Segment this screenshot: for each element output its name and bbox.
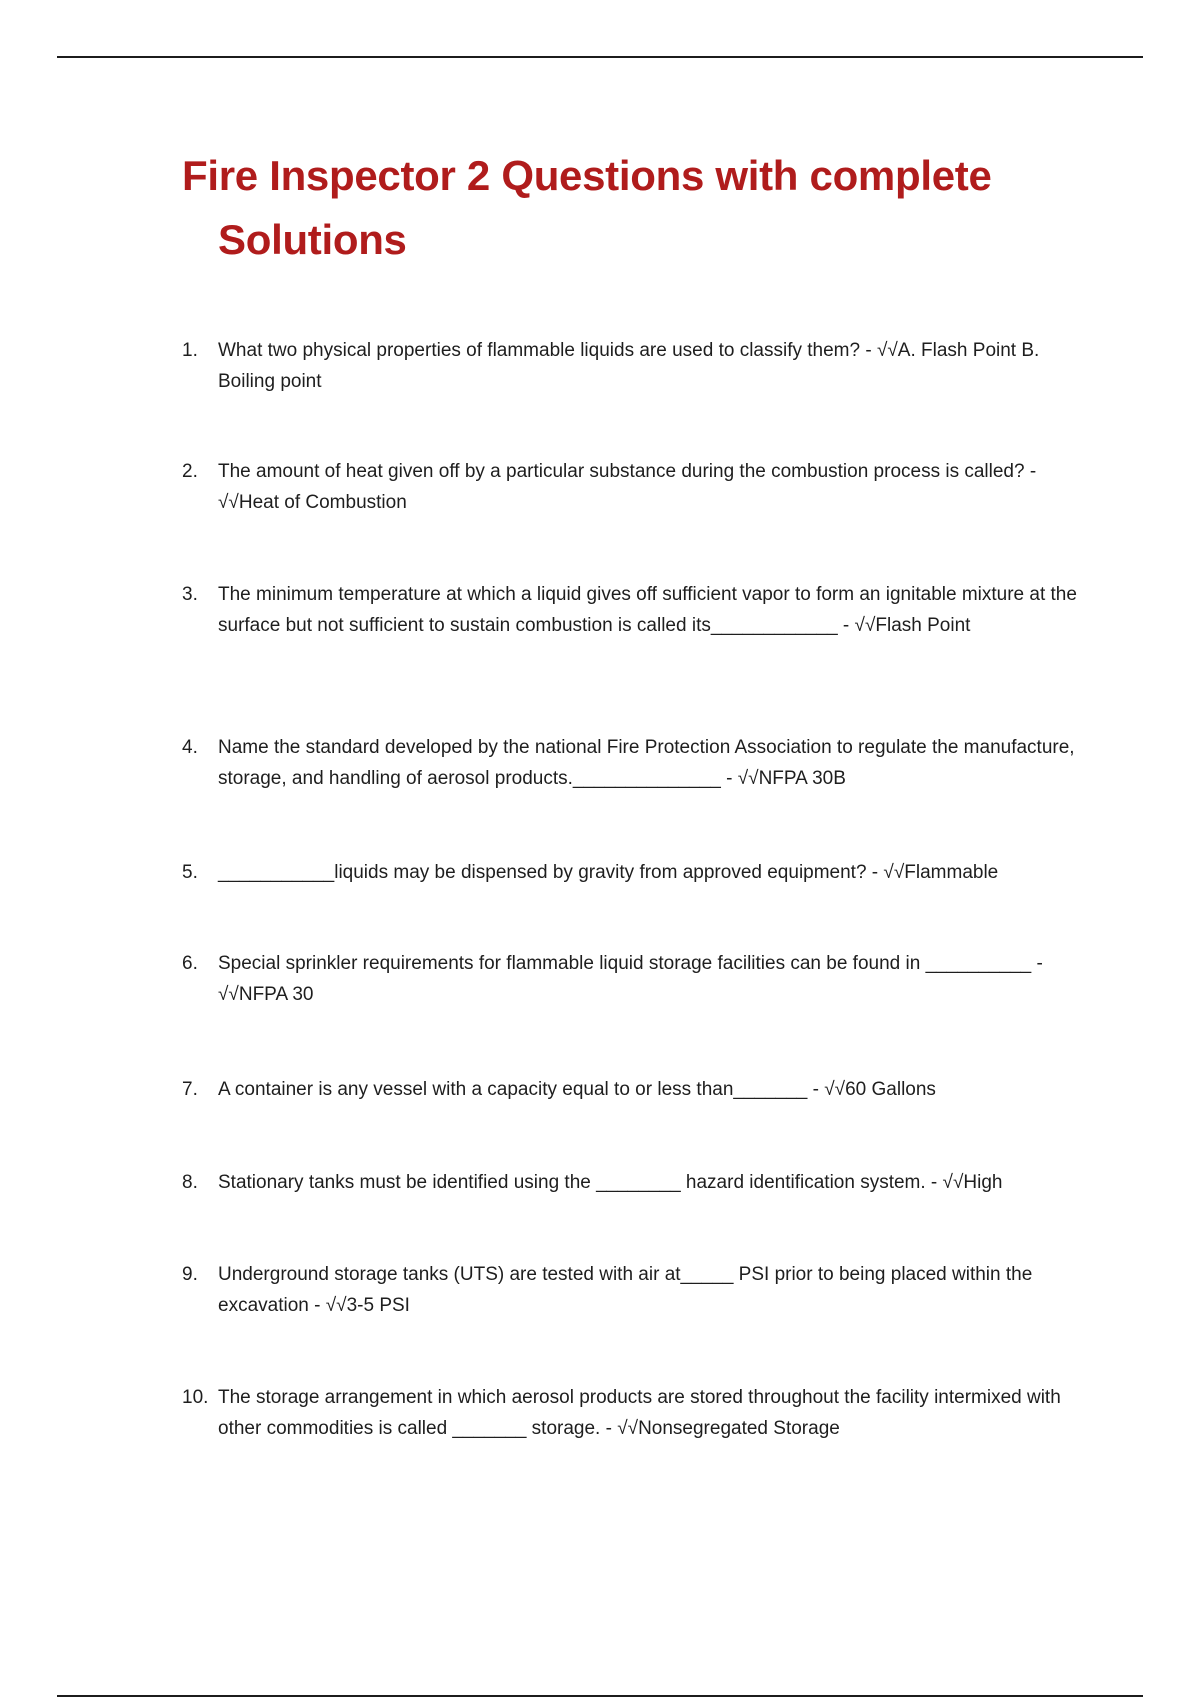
question-item-6 (182, 948, 1092, 1010)
document-title: Fire Inspector 2 Questions with complete Solutions (182, 152, 992, 263)
question-number: 1. (182, 340, 198, 361)
question-text: Underground storage tanks (UTS) are tested with air at_____ PSI prior to being placed within the excavation - √√3-5 PSI (218, 1264, 1033, 1316)
question-item-5 (182, 857, 1092, 888)
question-item-9 (182, 1259, 1092, 1321)
question-item-4 (182, 732, 1092, 794)
question-text: The amount of heat given off by a particular substance during the combustion process is called? - √√Heat of Combustion (218, 461, 1037, 513)
question-number: 6. (182, 953, 198, 974)
question-text: The minimum temperature at which a liquid gives off sufficient vapor to form an ignitable mixture at the surface but not sufficient to sustain combustion is called its____________ - √√Flash Point (218, 584, 1077, 636)
question-number: 5. (182, 862, 198, 883)
bottom-rule (57, 1695, 1143, 1697)
question-text: ___________liquids may be dispensed by gravity from approved equipment? - √√Flammable (218, 862, 999, 883)
question-text: Name the standard developed by the national Fire Protection Association to regulate the manufacture, storage, and handling of aerosol products.______________ - √√NFPA 30B (218, 737, 1075, 789)
question-text: What two physical properties of flammable liquids are used to classify them? - √√A. Flash Point B. Boiling point (218, 340, 1040, 392)
question-text: Special sprinkler requirements for flammable liquid storage facilities can be found in __________ - √√NFPA 30 (218, 953, 1043, 1005)
question-text: Stationary tanks must be identified using the ________ hazard identification system. - √√High (218, 1172, 1003, 1193)
question-item-8 (182, 1167, 1092, 1198)
question-text: The storage arrangement in which aerosol products are stored throughout the facility intermixed with other commodities is called _______ storage. - √√Nonsegregated Storage (218, 1387, 1061, 1439)
question-number: 9. (182, 1264, 198, 1285)
question-number: 3. (182, 584, 198, 605)
question-item-1 (182, 335, 1092, 397)
question-item-10 (182, 1382, 1092, 1444)
question-number: 4. (182, 737, 198, 758)
question-number: 8. (182, 1172, 198, 1193)
question-item-3 (182, 579, 1092, 641)
question-text: A container is any vessel with a capacity equal to or less than_______ - √√60 Gallons (218, 1079, 936, 1100)
question-number: 10. (182, 1387, 209, 1408)
question-number: 7. (182, 1079, 198, 1100)
question-item-2 (182, 456, 1092, 518)
question-item-7 (182, 1074, 1092, 1105)
question-number: 2. (182, 461, 198, 482)
